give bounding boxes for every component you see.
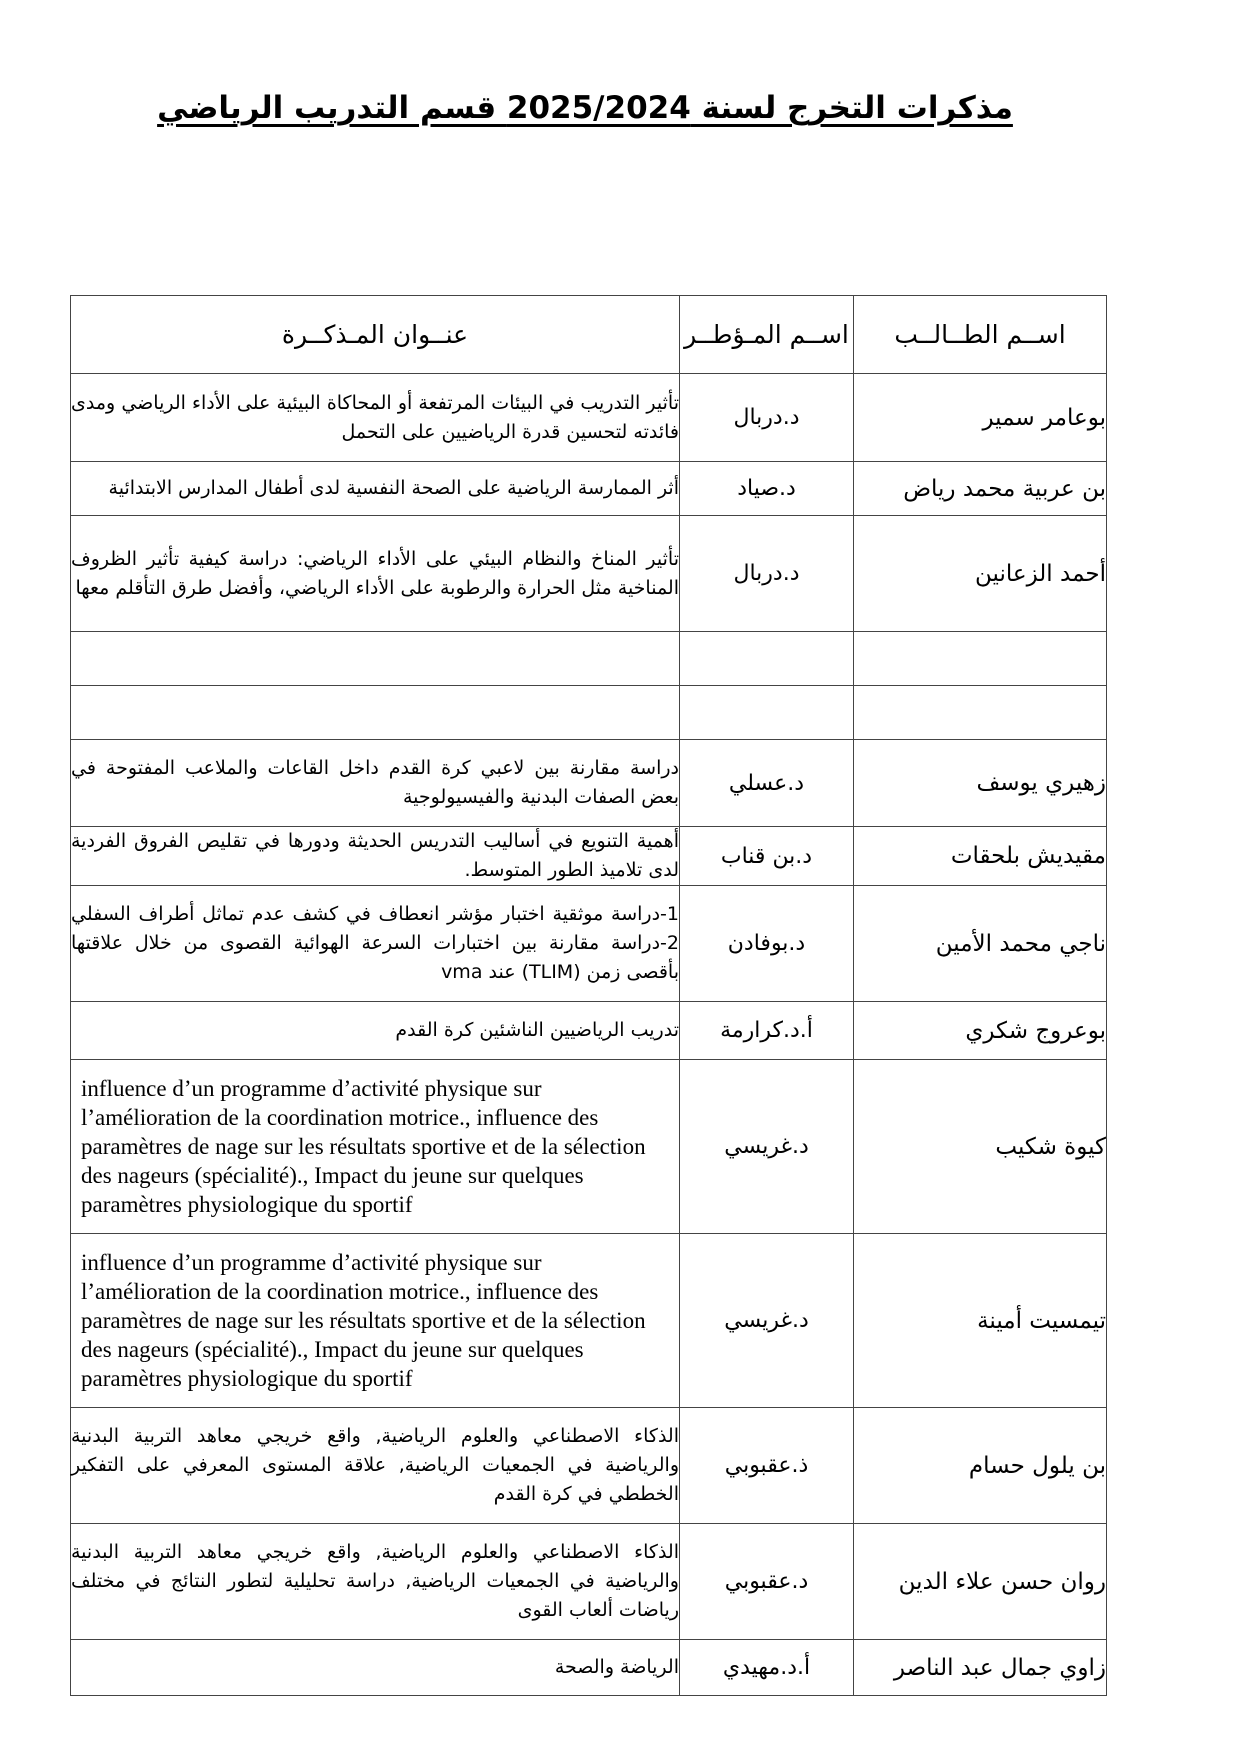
student-name: أحمد الزعانين <box>854 516 1107 632</box>
table-row <box>71 740 1107 827</box>
student-name <box>854 632 1107 686</box>
supervisor-name: د.بن قناب <box>680 827 854 886</box>
supervisor-name: د.دربال <box>680 374 854 462</box>
thesis-title: الرياضة والصحة <box>71 1640 680 1696</box>
thesis-title <box>71 686 680 740</box>
table-row <box>71 1002 1107 1060</box>
student-name: تيمسيت أمينة <box>854 1234 1107 1408</box>
table-row <box>71 686 1107 740</box>
student-name: ناجي محمد الأمين <box>854 886 1107 1002</box>
student-name: بوعروج شكري <box>854 1002 1107 1060</box>
header-supervisor-name: اســم المـؤطــر <box>680 296 854 374</box>
page-title: مذكرات التخرج لسنة 2025/2024 قسم التدريب الرياضي <box>157 90 1013 126</box>
student-name <box>854 686 1107 740</box>
header-student-name: اســم الطــالــب <box>854 296 1107 374</box>
supervisor-name: د.صياد <box>680 462 854 516</box>
supervisor-name: د.غريسي <box>680 1234 854 1408</box>
supervisor-name <box>680 632 854 686</box>
supervisor-name: د.دربال <box>680 516 854 632</box>
table-row <box>71 632 1107 686</box>
thesis-title: تأثير التدريب في البيئات المرتفعة أو المحاكاة البيئية على الأداء الرياضي ومدى فائدته لتحسين قدرة الرياضيين على التحمل <box>71 374 680 462</box>
student-name: زهيري يوسف <box>854 740 1107 827</box>
thesis-title: أثر الممارسة الرياضية على الصحة النفسية لدى أطفال المدارس الابتدائية <box>71 462 680 516</box>
supervisor-name: ذ.عقبوبي <box>680 1408 854 1524</box>
student-name: بوعامر سمير <box>854 374 1107 462</box>
supervisor-name: د.عسلي <box>680 740 854 827</box>
table-row <box>71 1524 1107 1640</box>
thesis-title <box>71 632 680 686</box>
thesis-title: دراسة مقارنة بين لاعبي كرة القدم داخل القاعات والملاعب المفتوحة في بعض الصفات البدنية والفيسيولوجية <box>71 740 680 827</box>
table-row <box>71 516 1107 632</box>
supervisor-name <box>680 686 854 740</box>
table-row <box>71 886 1107 1002</box>
table-row <box>71 462 1107 516</box>
table-row <box>71 1234 1107 1408</box>
thesis-title: influence d’un programme d’activité physique sur l’amélioration de la coordination motrice., influence des paramètres de nage sur les résultats sportive et de la sélection des nageurs (spécialité)., Impact du jeune sur quelques paramètres physiologique du sportif <box>71 1060 680 1234</box>
supervisor-name: أ.د.مهيدي <box>680 1640 854 1696</box>
table-header-row <box>71 296 1107 374</box>
table-row <box>71 1408 1107 1524</box>
student-name: مقيديش بلحقات <box>854 827 1107 886</box>
header-thesis-title: عنــوان المـذكــرة <box>71 296 680 374</box>
student-name: زاوي جمال عبد الناصر <box>854 1640 1107 1696</box>
thesis-title: أهمية التنويع في أساليب التدريس الحديثة ودورها في تقليص الفروق الفردية لدى تلاميذ الطور المتوسط. <box>71 827 680 886</box>
supervisor-name: د.غريسي <box>680 1060 854 1234</box>
thesis-title: تأثير المناخ والنظام البيئي على الأداء الرياضي: دراسة كيفية تأثير الظروف المناخية مثل الحرارة والرطوبة على الأداء الرياضي، وأفضل طرق التأقلم معها <box>71 516 680 632</box>
student-name: بن يلول حسام <box>854 1408 1107 1524</box>
thesis-table <box>70 295 1107 1696</box>
table-row <box>71 827 1107 886</box>
student-name: روان حسن علاء الدين <box>854 1524 1107 1640</box>
supervisor-name: أ.د.كرارمة <box>680 1002 854 1060</box>
table-row <box>71 374 1107 462</box>
thesis-title: الذكاء الاصطناعي والعلوم الرياضية, واقع خريجي معاهد التربية البدنية والرياضية في الجمعيات الرياضية, دراسة تحليلية لتطور النتائج في مختلف رياضات ألعاب القوى <box>71 1524 680 1640</box>
table-row <box>71 1640 1107 1696</box>
student-name: كيوة شكيب <box>854 1060 1107 1234</box>
table-row <box>71 1060 1107 1234</box>
supervisor-name: د.بوفادن <box>680 886 854 1002</box>
thesis-title: 1-دراسة موثقية اختبار مؤشر انعطاف في كشف عدم تماثل أطراف السفلي 2-دراسة مقارنة بين اختبارات السرعة الهوائية القصوى من خلال علاقتها بأقصى زمن (TLIM) عند vma <box>71 886 680 1002</box>
thesis-title: influence d’un programme d’activité physique sur l’amélioration de la coordination motrice., influence des paramètres de nage sur les résultats sportive et de la sélection des nageurs (spécialité)., Impact du jeune sur quelques paramètres physiologique du sportif <box>71 1234 680 1408</box>
thesis-title: الذكاء الاصطناعي والعلوم الرياضية, واقع خريجي معاهد التربية البدنية والرياضية في الجمعيات الرياضية, علاقة المستوى المعرفي على التفكير الخططي في كرة القدم <box>71 1408 680 1524</box>
thesis-title: تدريب الرياضيين الناشئين كرة القدم <box>71 1002 680 1060</box>
supervisor-name: د.عقبوبي <box>680 1524 854 1640</box>
student-name: بن عربية محمد رياض <box>854 462 1107 516</box>
